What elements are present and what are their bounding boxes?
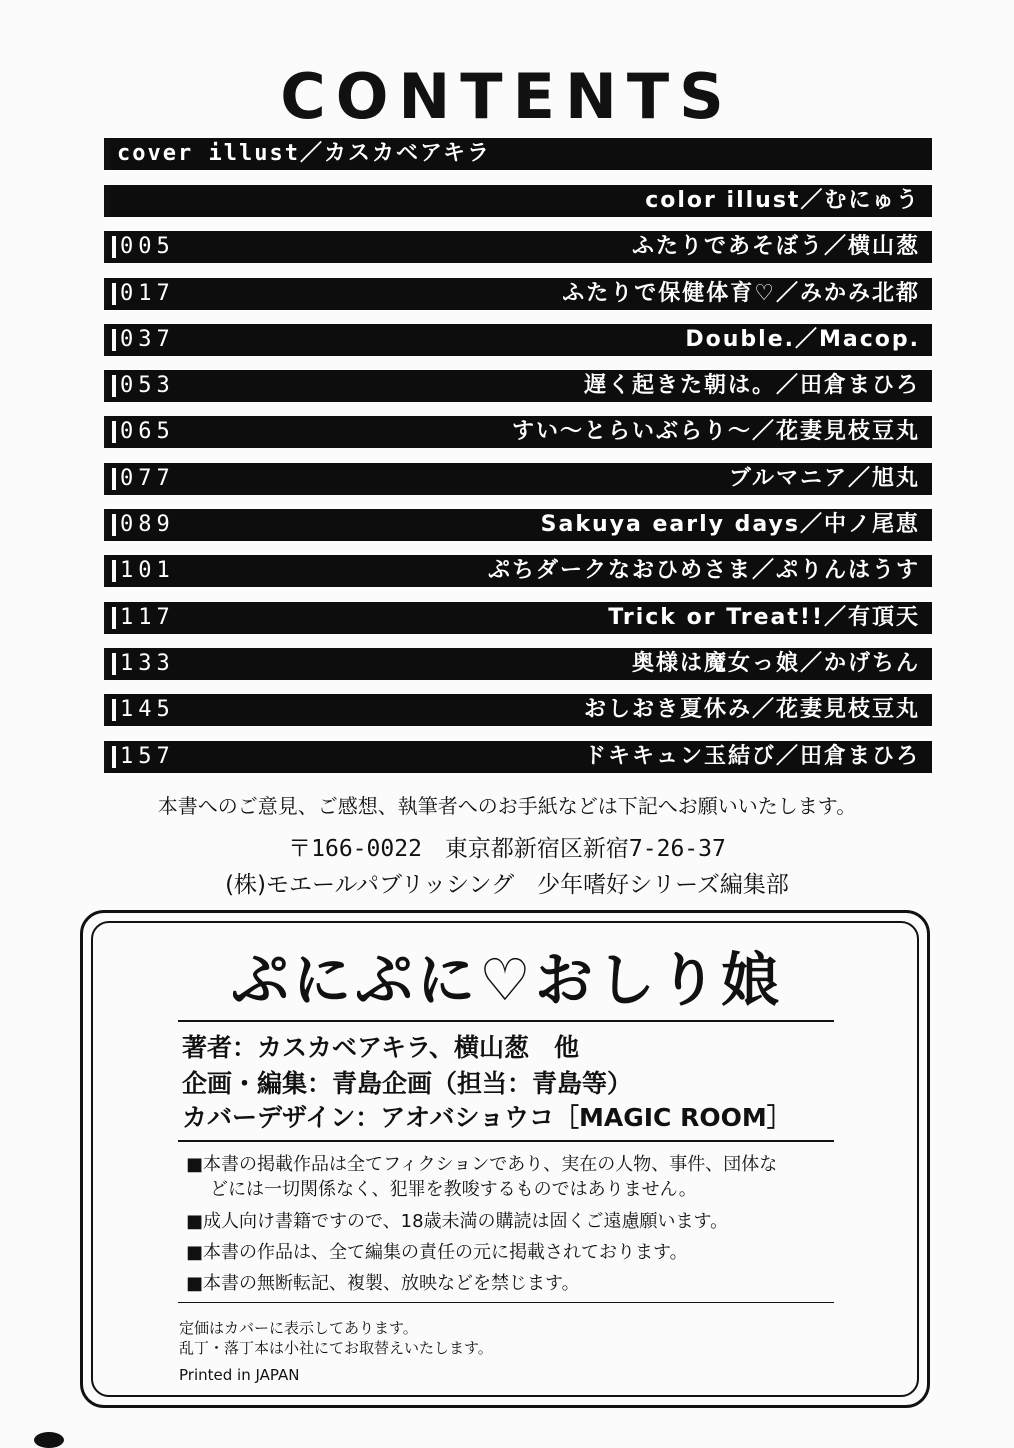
- row-marker: [112, 746, 116, 768]
- row-marker: [112, 653, 116, 675]
- toc-entry: color illust／むにゅう: [645, 188, 920, 213]
- row-marker: [112, 607, 116, 629]
- row-marker: [112, 329, 116, 351]
- row-marker: [112, 514, 116, 536]
- printed-note: Printed in JAPAN: [179, 1366, 300, 1384]
- contents-list: [104, 138, 932, 787]
- toc-entry: 奥様は魔女っ娘／かげちん: [631, 650, 920, 676]
- toc-row: [104, 555, 932, 587]
- publisher-address: 〒166-0022 東京都新宿区新宿7-26-37: [288, 836, 726, 862]
- row-edge: [107, 185, 110, 217]
- publisher-name: (株)モエールパブリッシング 少年嗜好シリーズ編集部: [225, 872, 789, 898]
- toc-row: [104, 231, 932, 263]
- page-corner-mark: [34, 1432, 64, 1448]
- book-title: ぷにぷに♡おしり娘: [231, 946, 783, 1014]
- toc-entry: ぷちダークなおひめさま／ぷりんはうす: [487, 558, 920, 584]
- editor-credit: 企画・編集：青島企画（担当：青島等）: [182, 1069, 633, 1098]
- toc-entry: ふたりであそぼう／横山葱: [631, 234, 920, 260]
- toc-entry: すい～とらいぶらり～／花妻見枝豆丸: [511, 419, 920, 445]
- toc-entry: ドキキュン玉結び／田倉まひろ: [583, 743, 920, 769]
- toc-entry: Sakuya early days／中ノ尾恵: [540, 512, 920, 538]
- toc-entry: Double.／Macop.: [685, 326, 920, 352]
- toc-row: [104, 509, 932, 541]
- notice-fiction: ■本書の掲載作品は全てフィクションであり、実在の人物、事件、団体な: [186, 1154, 778, 1175]
- toc-row: [104, 694, 932, 726]
- toc-page-number: 145: [120, 697, 175, 723]
- toc-page-number: 017: [120, 280, 175, 306]
- row-edge: [107, 138, 110, 170]
- price-note: 定価はカバーに表示してあります。: [179, 1319, 418, 1337]
- toc-entry: ブルマニア／旭丸: [728, 465, 920, 491]
- toc-entry: 遅く起きた朝は。／田倉まひろ: [583, 373, 920, 399]
- toc-row: [104, 278, 932, 310]
- notices-divider: [178, 1302, 834, 1303]
- toc-page-number: 065: [120, 419, 175, 445]
- toc-page-number: 133: [120, 650, 175, 676]
- toc-page-number: 157: [120, 743, 175, 769]
- row-marker: [112, 283, 116, 305]
- toc-page-number: 077: [120, 465, 175, 491]
- row-marker: [112, 699, 116, 721]
- toc-row: [104, 741, 932, 773]
- toc-page-number: 117: [120, 604, 175, 630]
- notice-copyright: ■本書の無断転記、複製、放映などを禁じます。: [186, 1273, 580, 1294]
- notice-editorial: ■本書の作品は、全て編集の責任の元に掲載されております。: [186, 1242, 688, 1263]
- credits-divider: [178, 1140, 834, 1142]
- contact-message: 本書へのご意見、ご感想、執筆者へのお手紙などは下記へお願いいたします。: [157, 794, 857, 818]
- row-marker: [112, 236, 116, 258]
- defect-note: 乱丁・落丁本は小社にてお取替えいたします。: [179, 1339, 493, 1357]
- notice-fiction-cont: どには一切関係なく、犯罪を教唆するものではありません。: [210, 1179, 697, 1200]
- title-divider: [178, 1020, 834, 1022]
- toc-entry: おしおき夏休み／花妻見枝豆丸: [583, 697, 920, 723]
- row-marker: [112, 560, 116, 582]
- toc-entry: ふたりで保健体育♡／みかみ北都: [562, 280, 920, 306]
- toc-page-number: 089: [120, 512, 175, 538]
- toc-entry: Trick or Treat!!／有頂天: [608, 604, 920, 630]
- toc-row: [104, 602, 932, 634]
- toc-page-number: 053: [120, 373, 175, 399]
- design-credit: カバーデザイン：アオバショウコ［MAGIC ROOM］: [182, 1103, 792, 1132]
- toc-row: [104, 463, 932, 495]
- toc-entry: cover illust／カスカベアキラ: [117, 141, 492, 166]
- toc-page-number: 101: [120, 558, 175, 584]
- row-marker: [112, 421, 116, 443]
- toc-row: [104, 648, 932, 680]
- toc-page-number: 005: [120, 234, 175, 260]
- toc-page-number: 037: [120, 326, 175, 352]
- row-marker: [112, 468, 116, 490]
- notice-adult: ■成人向け書籍ですので、18歳未満の購読は固くご遠慮願います。: [186, 1211, 729, 1232]
- toc-row: [104, 370, 932, 402]
- toc-row: [104, 416, 932, 448]
- row-marker: [112, 375, 116, 397]
- author-credit: 著者：カスカベアキラ、横山葱 他: [182, 1033, 580, 1062]
- page-title: CONTENTS: [280, 60, 734, 133]
- toc-row: [104, 324, 932, 356]
- toc-row-cover: [104, 138, 932, 170]
- toc-row-color: [104, 185, 932, 217]
